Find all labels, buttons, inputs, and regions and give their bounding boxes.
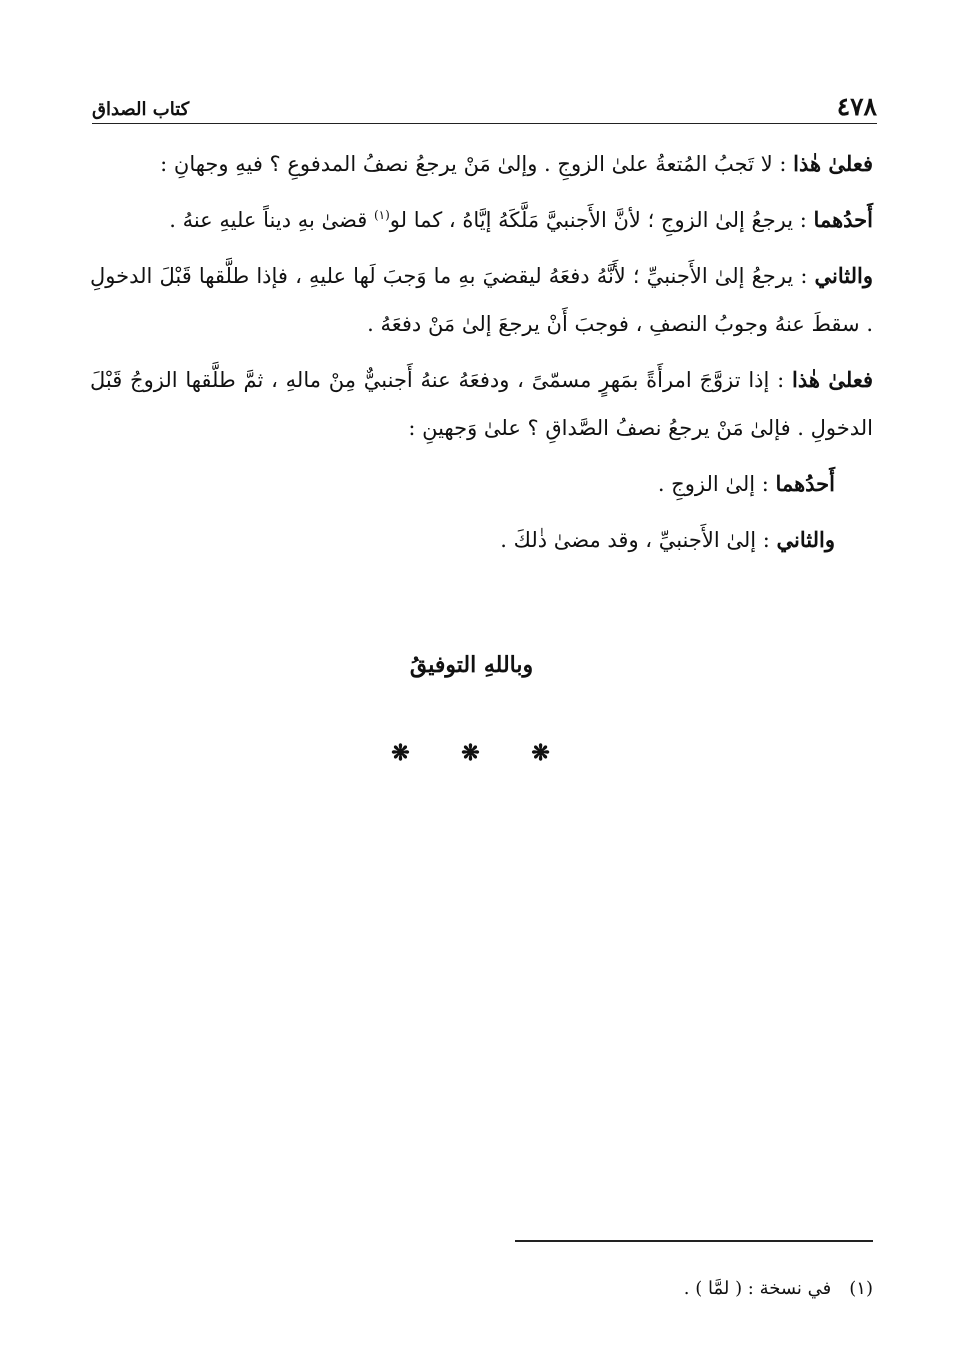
paragraph-text: : يرجعُ إلىٰ الأَجنبيِّ ؛ لأَنَّهُ دفعَهُ ليقضيَ بهِ ما وَجبَ لَها عليهِ ، فإذا طلَّقها قَبْلَ الدخولِ . سقطَ عنهُ وجوبُ النصفِ ، فوجبَ أَنْ يرجعَ إلىٰ مَنْ دفعَهُ . xyxy=(90,264,873,336)
paragraph-text: : يرجعُ إلىٰ الزوجِ ؛ لأنَّ الأَجنبيَّ مَلَّكَهُ إيَّاهُ ، كما لو xyxy=(389,208,814,232)
main-text xyxy=(90,140,873,572)
footnote xyxy=(684,1274,873,1304)
paragraph-text: : لا تَجبُ المُتعةُ علىٰ الزوجِ . وإلىٰ مَنْ يرجعُ نصفُ المدفوعِ ؟ فيهِ وجهانِ : xyxy=(160,152,794,176)
paragraph-text: قضىٰ بهِ ديناً عليهِ عنهُ . xyxy=(169,208,374,232)
paragraph-lead: أَحدُهما xyxy=(775,471,835,496)
paragraph xyxy=(90,140,873,188)
paragraph-text: : إلىٰ الزوجِ . xyxy=(657,472,776,496)
page-header xyxy=(92,84,877,124)
running-title: كتاب الصداق xyxy=(92,99,190,120)
paragraph-text: : إلىٰ الأَجنبيِّ ، وقد مضىٰ ذٰلكَ . xyxy=(500,528,777,552)
paragraph-text: : إذا تزوَّجَ امرأَةً بمَهرٍ مسمّىً ، ودفعَهُ عنهُ أَجنبيٌّ مِنْ مالهِ ، ثمَّ طلَّقها الزوجُ قَبْلَ الدخولِ . فإلىٰ مَنْ يرجعُ نصفُ الصَّداقِ ؟ علىٰ وَجهينِ : xyxy=(90,368,873,440)
footnote-divider xyxy=(515,1240,873,1242)
footnote-reference[interactable]: (١) xyxy=(373,208,390,222)
paragraph xyxy=(90,196,873,244)
paragraph-lead: والثاني xyxy=(776,527,835,552)
paragraph xyxy=(90,356,873,452)
footnote-marker: (١) xyxy=(849,1278,873,1299)
paragraph-lead: والثاني xyxy=(814,263,873,288)
paragraph-lead: فعلىٰ هٰذا xyxy=(792,367,873,392)
section-separator: ❋ ❋ ❋ xyxy=(391,740,572,766)
footnote-text: في نسخة : ( لمَّا ) . xyxy=(683,1278,832,1299)
page-number: ٤٧٨ xyxy=(836,92,877,121)
paragraph-lead: فعلىٰ هٰذا xyxy=(793,151,873,176)
paragraph xyxy=(90,460,873,508)
paragraph xyxy=(90,252,873,348)
closing-phrase: وباللهِ التوفيقُ xyxy=(409,652,534,678)
paragraph-lead: أَحدُهما xyxy=(813,207,873,232)
paragraph xyxy=(90,516,873,564)
